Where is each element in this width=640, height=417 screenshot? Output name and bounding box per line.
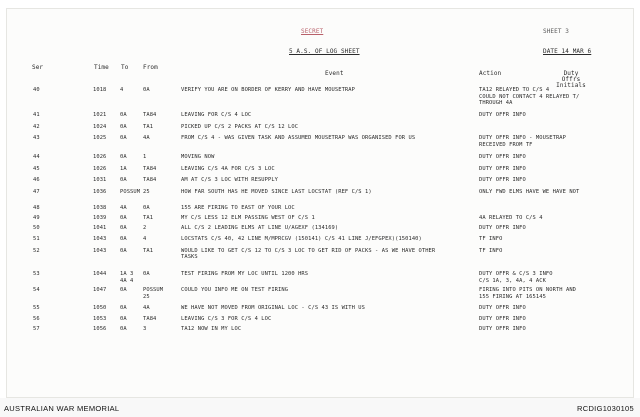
log-row-from: TA1: [143, 248, 154, 254]
log-row-from: 1: [143, 154, 147, 160]
log-row-action: TA12 RELAYED TO C/S 4: [479, 87, 550, 93]
log-row-time: 1043: [93, 248, 107, 254]
log-row-event: WE HAVE NOT MOVED FROM ORIGINAL LOC - C/S 43 IS WITH US: [181, 305, 365, 311]
log-row-to: 1A: [120, 166, 127, 172]
log-row-action-extra: 155 FIRING AT 165145: [479, 293, 546, 300]
log-row-ser: 53: [33, 271, 40, 277]
secret-stamp: SECRET: [301, 28, 324, 35]
log-row-event: LOCSTATS C/S 40, 42 LINE M/MPRCGV (150141) C/S 41 LINE J/EFGPEX)(150140): [181, 236, 422, 242]
log-row-ser: 45: [33, 166, 40, 172]
log-row-event: TA12 NOW IN MY LOC: [181, 326, 242, 332]
log-row-from: TA84: [143, 177, 157, 183]
log-row-ser: 51: [33, 236, 40, 242]
log-row-action: 4A RELAYED TO C/S 4: [479, 215, 543, 221]
log-row-to: 0A: [120, 154, 127, 160]
log-row-time: 1036: [93, 189, 107, 195]
log-row-event: FROM C/S 4 - WAS GIVEN TASK AND ASSUMED MOUSETRAP WAS ORGANISED FOR US: [181, 135, 416, 141]
log-row-to: 4: [120, 87, 124, 93]
log-row-event: 155 ARE FIRING TO EAST OF YOUR LOC: [181, 205, 295, 211]
log-row-event: MOVING NOW: [181, 154, 215, 160]
log-row-to: 0A: [120, 215, 127, 221]
log-row-from: TA84: [143, 166, 157, 172]
log-row-event: LEAVING C/S 3 FOR C/S 4 LOC: [181, 316, 272, 322]
log-row-from: TA1: [143, 124, 154, 130]
log-row-ser: 54: [33, 287, 40, 293]
log-row-action: ONLY FWD ELMS HAVE WE HAVE NOT: [479, 189, 580, 195]
log-row-time: 1031: [93, 177, 107, 183]
column-header-action: Action: [479, 70, 502, 77]
log-row-time: 1047: [93, 287, 107, 293]
log-row-action: DUTY OFFR INFO: [479, 225, 526, 231]
log-row-time: 1050: [93, 305, 107, 311]
log-row-action-extra: RECEIVED FROM TF: [479, 141, 533, 148]
log-row-to: 0A: [120, 225, 127, 231]
log-sheet: [6, 8, 634, 398]
log-row-action: DUTY OFFR INFO: [479, 154, 526, 160]
log-row-time: 1026: [93, 154, 107, 160]
log-row-from: 25: [143, 189, 150, 195]
column-header-to: To: [121, 64, 129, 71]
log-row-from: POSSUM: [143, 287, 164, 293]
log-row-from: 4: [143, 236, 147, 242]
log-row-action: DUTY OFFR INFO: [479, 177, 526, 183]
log-row-from: 0A: [143, 205, 150, 211]
log-row-ser: 56: [33, 316, 40, 322]
column-header-time: Time: [94, 64, 109, 71]
log-row-ser: 52: [33, 248, 40, 254]
log-row-action: DUTY OFFR INFO: [479, 166, 526, 172]
log-row-action: TF INFO: [479, 236, 503, 242]
archive-footer: [0, 398, 640, 417]
log-row-event-extra: TASKS: [181, 254, 198, 260]
log-row-time: 1021: [93, 112, 107, 118]
log-row-action: FIRING INTO PITS ON NORTH AND: [479, 287, 577, 293]
log-row-to: 0A: [120, 248, 127, 254]
sheet-number: SHEET 3: [543, 28, 569, 35]
column-header-ser: Ser: [32, 64, 44, 71]
log-row-ser: 41: [33, 112, 40, 118]
log-row-ser: 40: [33, 87, 40, 93]
log-row-event: AM AT C/S 3 LOC WITH RESUPPLY: [181, 177, 279, 183]
log-row-from: 4A: [143, 135, 150, 141]
page-title: 5 A.S. OF LOG SHEET: [289, 48, 360, 55]
log-row-from: TA84: [143, 316, 157, 322]
log-row-ser: 43: [33, 135, 40, 141]
log-row-time: 1044: [93, 271, 107, 277]
log-row-ser: 42: [33, 124, 40, 130]
log-row-time: 1053: [93, 316, 107, 322]
log-row-ser: 47: [33, 189, 40, 195]
archive-name: AUSTRALIAN WAR MEMORIAL: [4, 404, 120, 413]
log-row-to: 4A: [120, 205, 127, 211]
log-row-event: PICKED UP C/S 2 PACKS AT C/S 12 LOC: [181, 124, 299, 130]
column-header-from: From: [143, 64, 158, 71]
log-row-to: 1A 3: [120, 271, 134, 277]
log-row-action-extra: C/S 1A, 3, 4A, 4 ACK: [479, 277, 546, 284]
log-row-event: LEAVING C/S 4A FOR C/S 3 LOC: [181, 166, 275, 172]
log-row-from: TA84: [143, 112, 157, 118]
log-row-action: TF INFO: [479, 248, 503, 254]
log-row-event: TEST FIRING FROM MY LOC UNTIL 1200 HRS: [181, 271, 309, 277]
log-row-to: 0A: [120, 326, 127, 332]
log-row-to: 0A: [120, 316, 127, 322]
log-row-ser: 57: [33, 326, 40, 332]
log-row-action: DUTY OFFR INFO: [479, 326, 526, 332]
log-row-to: POSSUM: [120, 189, 141, 195]
log-row-to: 0A: [120, 135, 127, 141]
log-row-time: 1026: [93, 166, 107, 172]
log-row-event: MY C/S LESS 12 ELM PASSING WEST OF C/S 1: [181, 215, 315, 221]
column-header-initials: Duty Offrs Initials: [556, 70, 586, 89]
log-row-ser: 46: [33, 177, 40, 183]
log-row-action: DUTY OFFR INFO: [479, 316, 526, 322]
log-row-event: HOW FAR SOUTH HAS HE MOVED SINCE LAST LOCSTAT (REF C/S 1): [181, 189, 372, 195]
log-row-ser: 50: [33, 225, 40, 231]
log-row-event: ALL C/S 2 LEADING ELMS AT LINE U/AGEXF (134169): [181, 225, 339, 231]
log-row-ser: 44: [33, 154, 40, 160]
log-row-event: COULD YOU INFO ME ON TEST FIRING: [181, 287, 289, 293]
log-row-to: 0A: [120, 177, 127, 183]
log-row-event: WOULD LIKE TO GET C/S 12 TO C/S 3 LOC TO GET RID OF PACKS - AS WE HAVE OTHER: [181, 248, 436, 254]
log-row-action: DUTY OFFR INFO: [479, 305, 526, 311]
log-row-time: 1056: [93, 326, 107, 332]
log-row-from: 3: [143, 326, 147, 332]
log-row-to: 0A: [120, 112, 127, 118]
log-row-ser: 49: [33, 215, 40, 221]
log-row-from: 2: [143, 225, 147, 231]
log-row-from: TA1: [143, 215, 154, 221]
log-row-ser: 55: [33, 305, 40, 311]
log-row-action: DUTY OFFR INFO - MOUSETRAP: [479, 135, 566, 141]
log-row-from: 4A: [143, 305, 150, 311]
log-row-to: 0A: [120, 236, 127, 242]
log-row-from: 0A: [143, 87, 150, 93]
log-row-action: DUTY OFFR INFO: [479, 112, 526, 118]
log-row-time: 1025: [93, 135, 107, 141]
log-row-to: 0A: [120, 124, 127, 130]
log-row-to-extra: 4A 4: [120, 278, 134, 284]
log-row-time: 1041: [93, 225, 107, 231]
log-row-time: 1043: [93, 236, 107, 242]
archive-reference: RCDIG1030105: [577, 404, 634, 413]
date-label: DATE 14 MAR 6: [543, 48, 592, 55]
log-row-to: 0A: [120, 305, 127, 311]
log-row-action-extra: THROUGH 4A: [479, 100, 513, 106]
log-row-action-extra: COULD NOT CONTACT 4 RELAYED T/: [479, 93, 580, 100]
log-row-from-extra: 25: [143, 294, 150, 300]
log-row-time: 1038: [93, 205, 107, 211]
log-row-time: 1018: [93, 87, 107, 93]
log-row-event: VERIFY YOU ARE ON BORDER OF KERRY AND HAVE MOUSETRAP: [181, 87, 355, 93]
log-row-event: LEAVING FOR C/S 4 LOC: [181, 112, 252, 118]
column-header-event: Event: [325, 70, 344, 77]
log-row-action: DUTY OFFR & C/S 3 INFO: [479, 271, 553, 277]
log-row-to: 0A: [120, 287, 127, 293]
log-row-ser: 48: [33, 205, 40, 211]
log-row-from: 0A: [143, 271, 150, 277]
log-row-time: 1039: [93, 215, 107, 221]
log-row-time: 1024: [93, 124, 107, 130]
